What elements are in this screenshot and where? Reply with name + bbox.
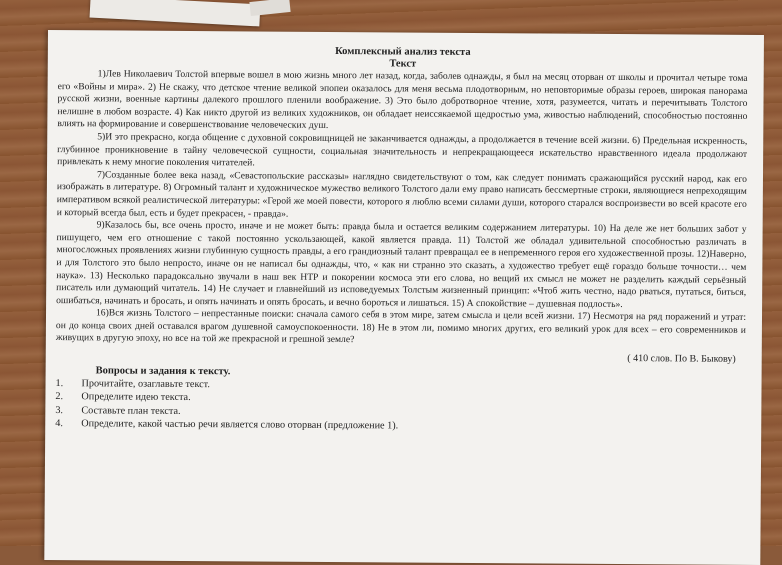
source-note: ( 410 слов. По В. Быкову) <box>627 353 736 365</box>
question-text: Составьте план текста. <box>81 405 181 417</box>
question-text: Определите, какой частью речи является слово оторван (предложение 1). <box>81 418 399 432</box>
paragraph: 7)Созданные более века назад, «Севастопольские рассказы» наглядно свидетельствуют о том, как следует понимать сражающийся русский народ, как его изображать в литературе. 8) Огромный талант и художническое мужество великого Толстого дали ему право написать бессмертные строки, являющиеся непреходящим императивом всякой реалистической литературы: «Герой же моей повести, которого я люблю всеми силами души, которого старался воспроизвести во всей красоте его и который всегда был, есть и будет прекрасен, - правда». <box>56 169 748 220</box>
question-text: Прочитайте, озаглавьте текст. <box>81 378 210 391</box>
document-sheet <box>44 30 764 565</box>
text-body <box>56 68 748 350</box>
question-number: 3. <box>55 404 64 416</box>
question-number: 2. <box>55 391 64 403</box>
paragraph: 1)Лев Николаевич Толстой впервые вошел в мою жизнь много лет назад, когда, заболев однажды, я был на месяц оторван от школы и прочитал четыре тома его «Войны и мира». 2) Не скажу, что детское чтение великой эпопеи оказалось для меня весьма плодотворным, но неповторимые образы героев, широкая панорама русской жизни, военные картины далекого прошлого пленили воображение. 3) Это было добротворное чтение, хотя, разумеется, читать и перечитывать Толстого нелишне в любом возрасте. 4) Как никто другой из великих художников, он обладает неиссякаемой щедростью ума, живостью наблюдений, способностью постоянно влиять на формирование и совершенствование человеческих душ. <box>57 68 748 132</box>
paragraph: 9)Казалось бы, все очень просто, иначе и не может быть: правда была и остается великим содержанием литературы. 10) На деле же нет больших забот у пишущего, чем его отношение с такой постоянно ускользающей, какой является правда. 11) Толстой же обладал удивительной способностью различать в многосложных проявлениях жизни глубинную сущность правды, а его грандиозный талант превращал ее в непременного героя его художественной прозы. 12)Наверно, и для Толстого это было непросто, иначе он не написал бы однажды, что, « как ни странно это сказать, а художество требует ещё гораздо больше точности… чем наука». 13) Несколько парадоксально звучали в наш век НТР и покорении космоса эти его слова, но вещий их смысл не может не разделить каждый серьёзный писатель или думающий читатель. 14) Не случает и главнейший из исповедуемых Толстым жизненный принцип: «Чтоб жить честно, надо рваться, путаться, биться, ошибаться, начинать и бросать, и опять начинать и опять бросать, и вечно бороться и лишаться. 15) А спокойствие – душевная подлость». <box>56 219 747 310</box>
document-title: Комплексный анализ текста <box>335 46 471 58</box>
question-number: 4. <box>55 418 63 430</box>
question-text: Определите идею текста. <box>81 391 191 404</box>
document-subtitle: Текст <box>389 58 417 70</box>
questions-heading: Вопросы и задания к тексту. <box>95 365 231 378</box>
paragraph: 5)И это прекрасно, когда общение с духовной сокровищницей не заканчивается однажды, а продолжается в течение всей жизни. 6) Предельная искренность, глубинное проникновение в тайну человеческой сущности, социальная значительность и непрекращающееся искательство нравственного идеала продолжают привлекать к нему многие поколения читателей. <box>57 131 748 169</box>
questions-list <box>55 377 745 435</box>
question-number: 1. <box>55 378 64 390</box>
paragraph: 16)Вся жизнь Толстого – непрестанные поиски: сначала самого себя в этом мире, затем смысла и цели всей жизни. 17) Несмотря на ряд поражений и утрат: он до конца своих дней оставался врагом душевной самоуспокоенности. 18) Не в этом ли, помимо многих других, его великий урок для всех – его современников и живущих в другую эпоху, но все на той же прекрасной и грешной земле? <box>55 307 747 346</box>
